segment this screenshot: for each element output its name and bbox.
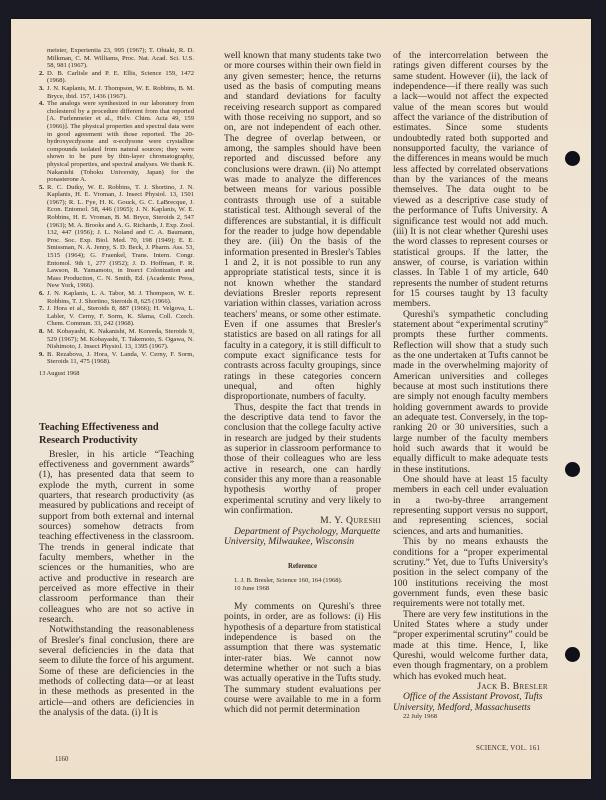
paragraph: Thus, despite the fact that trends in the descriptive data tend to favor the conclusion that the college faculty active in research are judged by their students as superior in classroom performance to those of their colleagues who are less active in research, one can hardly consider this any more than a reasonable hypothesis worthy of proper experimental scrutiny and very likely to win confirmation. <box>224 401 381 517</box>
reference-item: 3. J. N. Kaplanis, M. J. Thompson, W. E. Robbins, B. M. Bryce, ibid. 157, 1436 (1967). <box>39 84 194 100</box>
binder-hole <box>565 151 580 166</box>
author-affiliation: Department of Psychology, Marquette University, Milwaukee, Wisconsin <box>224 525 381 548</box>
paragraph: This by no means exhausts the conditions for a “proper experimental scrutiny.” Yet, due to Tufts University's position in the select company of the 100 institutions receiving the most government funds, even these basic requirements were not totally met. <box>393 536 548 610</box>
left-column <box>39 47 194 718</box>
author-affiliation: Office of the Assistant Provost, Tufts University, Medford, Massachusetts <box>393 691 543 713</box>
received-date: 10 June 1968 <box>234 584 270 592</box>
paragraph: well known that many students take two or more courses within their own field in any given semester; hence, the returns used as the basis of computing means and standard deviations for faculty receiving research support as compared with those receiving no support, and so on, are not independent of each other. The degree of overlap between, or among, the samples should have been reported and discussed before any conclusions were drawn. (ii) No attempt was made to analyze the differences between means for various possible contrasts through use of a suitable statistical test. Although several of the differences are substantial, it is difficult for the reader to judge how dependable they are. (iii) On the basis of the information presented in Bresler's Tables 1 and 2, it is not possible to run any appropriate statistical tests, since it is not known whether the standard deviations Bresler reports represent variation within classes, variation across teachers' means, or some other estimate. Even if one assumes that Bresler's statistics are based on all ratings for all faculty in a category, it is still difficult to compute exact significance tests for contrasts across faculty groupings, since ratings in these categories concern unequal, and often highly disproportionate, numbers of faculty. <box>224 50 382 403</box>
reference-item: 9. B. Rezabova, J. Hora, V. Landa, V. Cerny, F. Sorm, Steroids 11, 475 (1968). <box>39 350 194 366</box>
paragraph: There are very few institutions in the United States where a study under “proper experimental scrutiny” could be made at this time. Hence, I, like Qureshi, would welcome further data, even though fragmentary, on a problem which has evoked much heat. <box>393 608 548 682</box>
binder-hole <box>565 647 580 662</box>
author-signature: M. Y. Qureshi <box>320 515 381 527</box>
reference-item: 6. J. N. Kaplanis, L. A. Tabor, M. J. Thompson, W. E. Robbins, T. J. Shortino, Steroids 8, 625 (1966). <box>39 290 194 305</box>
reference-item: 2. D. B. Carlisle and P. E. Ellis, Science 159, 1472 (1968). <box>39 69 194 85</box>
received-date: 13 August 1968 <box>39 369 80 377</box>
reference-item: 5. R. C. Dutky, W. E. Robbins, T. J. Shortino, J. N. Kaplanis, H. E. Vroman, J. Insect Physiol. 13, 1501 (1967); R. L. Fye, H. K. Gouck, G. C. LaBrecque, J. Econ. Entomol. 58, 446 (1965); J. N. Kaplanis, W. E. Robbins, H. E. Vroman, B. M. Bryce, Steroids 2, 547 (1963); M. A. Brooks and A. G. Richards, J. Exp. Zool. 132, 447 (1956); J. L. Noland and C. A. Baumann, Proc. Soc. Exp. Biol. Med. 70, 198 (1949); E. E. Smissman, N. A. Jenny, S. D. Beck, J. Pharm. Ass. 53, 1515 (1964); G. Fraenkel, Trans. Intern. Congr. Entomol. 9th 1, 277 (1952); J. D. Hoffman, F. R. Lawson, R. Yamamoto, in Insect Colonization and Mass Production, C. N. Smith, Ed. (Academic Press, New York, 1966). <box>39 183 194 290</box>
reference-item: 8. M. Kobayashi, K. Nakanishi, M. Koreeda, Steroids 9, 529 (1967); M. Kobayashi, T. Takemoto, S. Ogawa, N. Nishimoto, J. Insect Physiol. 13, 1395 (1967). <box>39 327 194 351</box>
reference-heading: Reference <box>288 562 317 570</box>
binder-hole <box>565 462 580 477</box>
reference-list <box>39 47 194 378</box>
reference-item: 4. The analogs were synthesized in our laboratory from cholesterol by a procedure different from that reported [A. Furlenmeier et al., Helv. Chim. Acta 49, 159 (1966)]. The physical properties and spectral data were in good agreement with those reported. The 20-hydroxyecdysone and α-ecdysone were crystalline compounds isolated from natural sources; they were shown to be pure by thin-layer chromatography, physical properties, and spectral analyses. We thank K. Nakanishi (Tohoku University, Japan) for the ponasterone A. <box>39 100 194 184</box>
paragraph: My comments on Qureshi's three points, in order, are as follows: (i) His hypothesis of a departure from statistical independence is based on the assumption that there was systematic inter-rater bias. We cannot now determine whether or not such a bias was actually operative in the Tufts study. The summary student evaluations per course were available to me in a form which did not permit determination <box>224 600 381 716</box>
article-body <box>39 450 194 719</box>
journal-footer: SCIENCE, VOL. 161 <box>476 745 541 752</box>
paragraph: of the intercorrelation between the ratings given different courses by the same student. However (ii), the lack of independence—if there really was such a lack—would not affect the expected value of the mean scores but would affect the variance of the distribution of estimates. Since some students undoubtedly rated both supported and nonsupported faculty, the variance of the differences in means would be much less affected by correlated observations than by the variances of the means themselves. The data ought to be viewed as a descriptive case study of the performance of Tufts University. A significance test would not add much. (iii) It is not clear whether Qureshi uses the word classes to represent courses or statistical groups. If the latter, the answer, of course, is variation within classes. In Table 1 of my article, 640 represents the number of student returns for 15 courses taught by 13 faculty members. <box>393 50 548 310</box>
reference-item: meister, Experientia 23, 995 (1967); T. Ohtaki, R. D. Milkman, C. M. Williams, Proc. Nat. Acad. Sci. U.S. 58, 981 (1967). <box>47 47 194 70</box>
reference-item: 1. J. B. Bresler, Science 160, 164 (1968). <box>234 576 343 584</box>
author-signature: Jack B. Bresler <box>477 680 548 692</box>
paragraph: One should have at least 15 faculty members in each cell under evaluation in a two-by-three arrangement representing support versus no support, and representing sciences, social sciences, and arts and humanities. <box>393 474 548 537</box>
paragraph: Notwithstanding the reasonableness of Bresler's final conclusion, there are several deficiencies in the data that seem to dilute the force of his argument. Some of these are deficiencies in the methods of collecting data—or at least in these methods as presented in the article—and others are deficiencies in the analysis of the data. (i) It is <box>39 624 194 719</box>
paragraph: Bresler, in his article “Teaching effectiveness and government awards” (1), has presented data that seem to explode the myth, current in some quarters, that research productivity (as measured by publications and receipt of support from both external and internal sources) somehow detracts from teaching effectiveness in the classroom. The trends in general indicate that faculty members, whether in the sciences or the humanities, who are active and productive in research are perceived as more effective in their classroom performance than their colleagues who are not so active in research. <box>39 448 194 626</box>
received-date: 22 July 1968 <box>403 713 438 720</box>
reference-item: 7. J. Hora et al., Steroids 8, 887 (1966); H. Velgova, L. Labler, V. Cerny, F. Sorm, K. Slama, Coll. Czech. Chem. Commun. 33, 242 (1968). <box>39 305 194 328</box>
paragraph: Qureshi's sympathetic concluding statement about “experimental scrutiny” prompts these further comments. Reflection will show that a study such as the one undertaken at Tufts cannot be made in the overwhelming majority of American universities and colleges because at most such institutions there are simply not enough faculty members holding government awards to provide an adequate test. Conversely, in the top-ranking 20 or 30 universities, such a large number of the faculty members hold such awards that it would be equally difficult to make adequate tests in these institutions. <box>393 308 548 475</box>
middle-column <box>224 51 381 716</box>
journal-page <box>11 19 591 779</box>
article-title: Teaching Effectiveness and Research Productivity <box>39 421 159 446</box>
page-number: 1160 <box>55 756 69 763</box>
right-column <box>393 51 548 721</box>
